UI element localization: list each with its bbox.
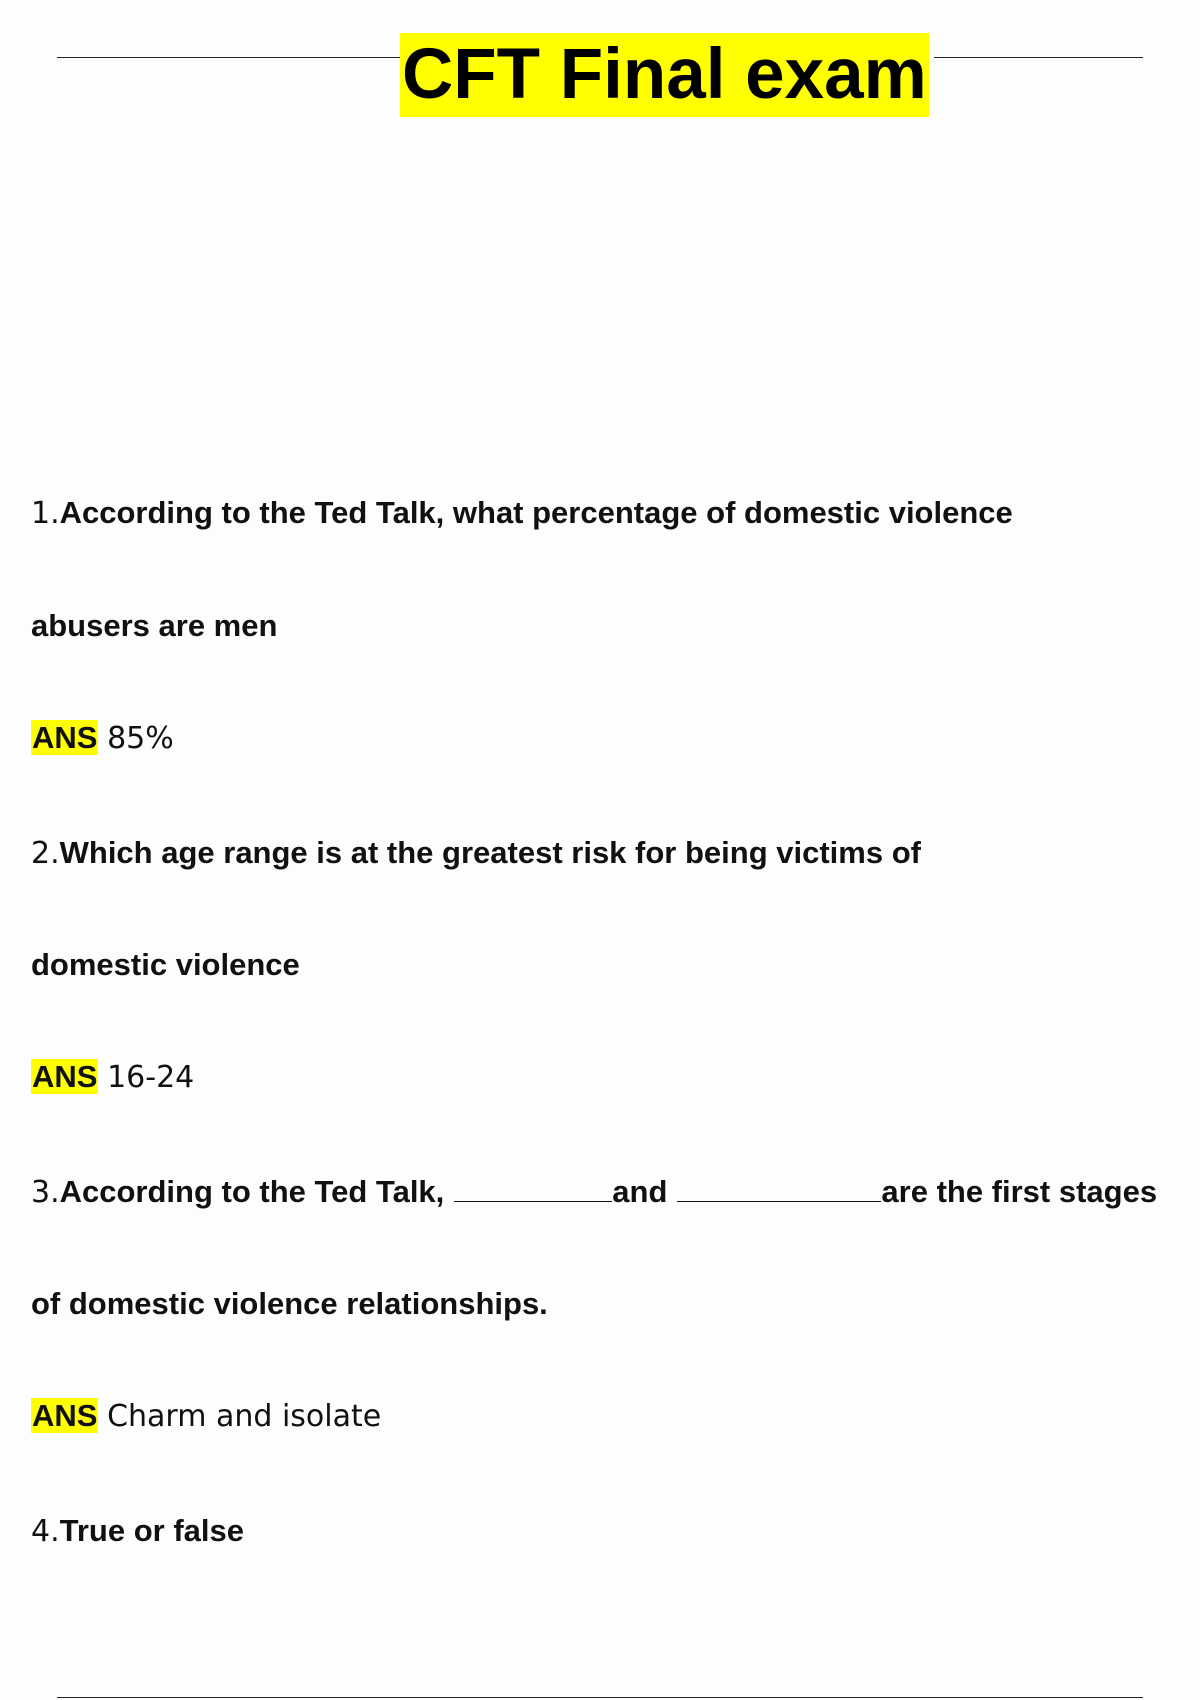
question-text: According to the Ted Talk, <box>59 1174 445 1209</box>
answer-2 <box>31 1057 194 1098</box>
question-2-line-2 <box>31 945 300 985</box>
question-3-line-1 <box>31 1172 1157 1213</box>
question-1-line-1 <box>31 493 1013 534</box>
header-rule-right <box>934 57 1143 58</box>
header-rule-left <box>57 57 400 58</box>
answer-label: ANS <box>32 720 98 755</box>
question-2-line-1 <box>31 833 921 874</box>
question-1-line-2 <box>31 606 277 646</box>
question-4-line-1 <box>31 1511 244 1552</box>
question-text: of domestic violence relationships. <box>31 1286 548 1321</box>
answer-label: ANS <box>32 1398 98 1433</box>
question-3-line-2 <box>31 1284 548 1324</box>
answer-value: Charm and isolate <box>107 1399 382 1434</box>
fill-in-blank-2 <box>677 1175 881 1202</box>
question-text: True or false <box>59 1513 244 1548</box>
question-number: 3. <box>31 1175 60 1210</box>
question-text: Which age range is at the greatest risk for being victims of <box>59 835 921 870</box>
page-title: CFT Final exam <box>400 33 929 117</box>
answer-3 <box>31 1396 381 1437</box>
question-number: 4. <box>31 1514 60 1549</box>
question-text: According to the Ted Talk, what percentage of domestic violence <box>59 495 1013 530</box>
question-text: domestic violence <box>31 947 300 982</box>
question-text: and <box>612 1174 668 1209</box>
answer-1 <box>31 718 174 759</box>
question-number: 2. <box>31 836 60 871</box>
fill-in-blank-1 <box>454 1175 612 1202</box>
question-number: 1. <box>31 496 60 531</box>
answer-value: 85% <box>107 721 174 756</box>
question-text: are the first stages <box>881 1174 1158 1209</box>
answer-label: ANS <box>32 1059 98 1094</box>
question-text: abusers are men <box>31 608 278 643</box>
answer-value: 16-24 <box>107 1060 195 1095</box>
footer-rule <box>57 1697 1143 1698</box>
